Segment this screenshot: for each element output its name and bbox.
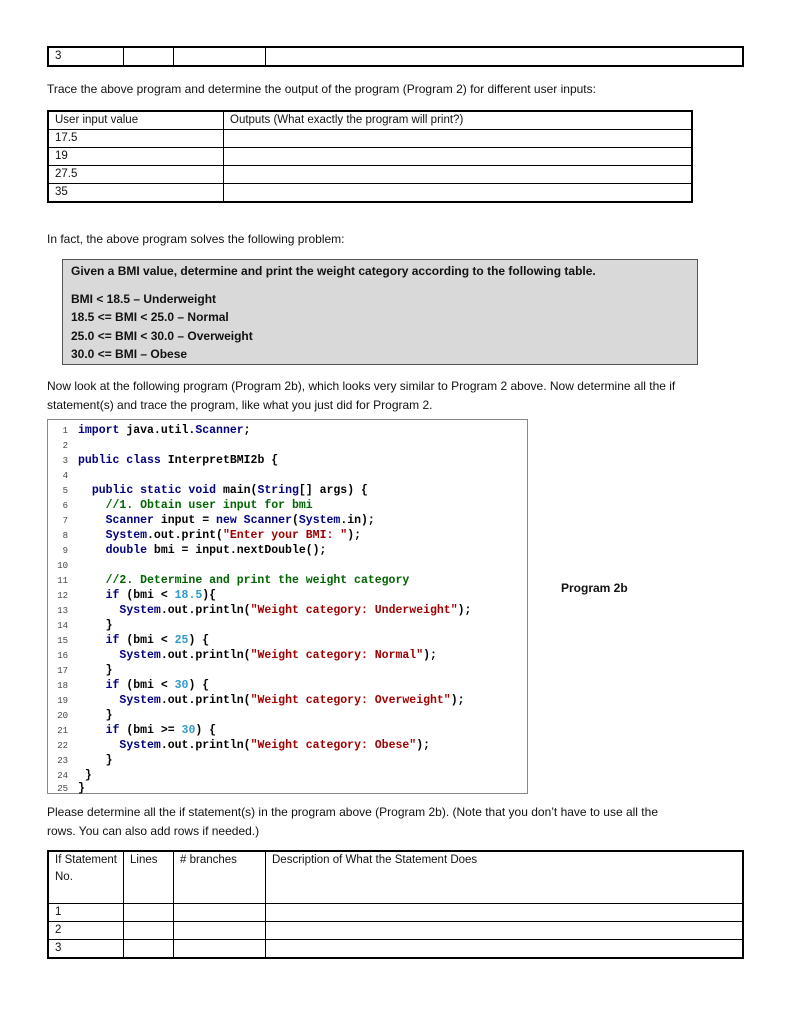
code-text: }: [105, 619, 113, 632]
code-text: bmi = input.nextDouble();: [147, 544, 327, 557]
code-text: main(: [216, 484, 258, 497]
table-cell[interactable]: [174, 921, 266, 939]
table-cell: 1: [48, 903, 124, 921]
type-name: Scanner: [105, 514, 154, 527]
problem-intro: In fact, the above program solves the following problem:: [47, 232, 345, 246]
table-cell[interactable]: [174, 939, 266, 958]
code-text: ) {: [188, 679, 210, 692]
number-literal: 25: [174, 634, 189, 647]
output-cell[interactable]: [224, 166, 693, 184]
code-text: }: [105, 754, 113, 767]
table-row: [48, 903, 743, 921]
trace-table: [47, 110, 693, 203]
determine-intro-line: Please determine all the if statement(s) in the program above (Program 2b). (Note that you don’t have to use all the: [47, 805, 658, 819]
program2b-intro-line: Now look at the following program (Program 2b), which looks very similar to Program 2 above. Now determine all the if: [47, 379, 676, 393]
bmi-rule: 25.0 <= BMI < 30.0 – Overweight: [71, 328, 253, 343]
code-text: [237, 514, 244, 527]
table-row: [48, 148, 692, 166]
code-text: (: [291, 514, 299, 527]
code-text: (bmi >=: [119, 724, 182, 737]
line-number: 24: [57, 771, 68, 781]
table-cell[interactable]: [124, 939, 174, 958]
table-cell[interactable]: [174, 47, 266, 66]
code-line-9: [48, 543, 326, 558]
code-text: );: [450, 694, 465, 707]
type-name: String: [257, 484, 299, 497]
number-literal: 30: [174, 679, 189, 692]
code-line-4: [48, 468, 78, 483]
code-text: .out.println(: [160, 694, 251, 707]
code-line-25: [48, 781, 85, 796]
code-line-23: [48, 753, 113, 768]
line-number: 14: [57, 621, 68, 631]
line-number: 8: [62, 531, 68, 541]
line-number: 13: [57, 606, 68, 616]
type-name: System: [298, 514, 341, 527]
type-name: Scanner: [243, 514, 292, 527]
code-comment: //1. Obtain user input for bmi: [105, 499, 313, 512]
code-line-20: [48, 708, 113, 723]
determine-intro: [47, 803, 747, 841]
code-line-7: [48, 513, 375, 528]
problem-title: Given a BMI value, determine and print the weight category according to the following table.: [71, 264, 596, 278]
code-text: .out.print(: [147, 529, 223, 542]
keyword: if: [105, 634, 120, 647]
keyword: public static void: [91, 484, 217, 497]
table-header-cell: If Statement No.: [48, 851, 124, 903]
code-text: (bmi <: [119, 634, 175, 647]
code-line-14: [48, 618, 113, 633]
string-literal: "Weight category: Normal": [250, 649, 424, 662]
code-text: [] args) {: [298, 484, 368, 497]
table-header-cell: Description of What the Statement Does: [266, 851, 744, 903]
line-number: 20: [57, 711, 68, 721]
code-text: java.util.: [119, 424, 196, 437]
type-name: System: [119, 649, 161, 662]
table-row: [48, 166, 692, 184]
code-line-10: [48, 558, 78, 573]
line-number: 15: [57, 636, 68, 646]
keyword: if: [105, 679, 120, 692]
keyword: new: [216, 514, 237, 527]
table-header-cell: Outputs (What exactly the program will print?): [224, 111, 693, 130]
code-text: ;: [243, 424, 251, 437]
program2b-intro: [47, 377, 747, 415]
line-number: 23: [57, 756, 68, 766]
number-literal: 18.5: [174, 589, 203, 602]
code-line-8: [48, 528, 361, 543]
code-line-17: [48, 663, 113, 678]
program-label: Program 2b: [561, 581, 628, 595]
problem-box: [62, 259, 698, 365]
table-cell: 17.5: [48, 130, 224, 148]
line-number: 22: [57, 741, 68, 751]
line-number: 4: [62, 471, 68, 481]
code-text: );: [416, 739, 431, 752]
type-name: System: [119, 604, 161, 617]
keyword: if: [105, 589, 120, 602]
type-name: System: [119, 694, 161, 707]
code-line-2: [48, 438, 78, 453]
line-number: 11: [57, 576, 68, 586]
table-header-cell: Lines: [124, 851, 174, 903]
table-cell[interactable]: [174, 903, 266, 921]
code-text: .out.println(: [160, 604, 251, 617]
line-number: 25: [57, 784, 68, 794]
table-header-row: [48, 851, 743, 903]
code-text: }: [84, 769, 92, 782]
line-number: 21: [57, 726, 68, 736]
line-number: 18: [57, 681, 68, 691]
code-text: );: [423, 649, 437, 662]
code-line-15: [48, 633, 209, 648]
if-statement-table: [47, 850, 744, 959]
type-name: System: [119, 739, 161, 752]
code-text: .in);: [340, 514, 375, 527]
line-number: 6: [62, 501, 68, 511]
bmi-rule: 30.0 <= BMI – Obese: [71, 347, 188, 361]
line-number: 7: [62, 516, 68, 526]
table-cell: 3: [48, 939, 124, 958]
table-row: [48, 921, 743, 939]
code-line-22: [48, 738, 430, 753]
bmi-rule: 18.5 <= BMI < 25.0 – Normal: [71, 310, 229, 324]
code-text: InterpretBMI2b {: [160, 454, 279, 467]
code-text: .out.println(: [160, 649, 251, 662]
bmi-rule: BMI < 18.5 – Underweight: [71, 291, 217, 306]
string-literal: "Enter your BMI: ": [222, 529, 348, 542]
table-cell[interactable]: [124, 903, 174, 921]
table-row: [48, 939, 743, 958]
string-literal: "Weight category: Underweight": [250, 604, 458, 617]
output-cell[interactable]: [224, 130, 693, 148]
table-cell[interactable]: [266, 939, 744, 958]
code-line-6: [48, 498, 313, 513]
line-number: 1: [62, 426, 68, 436]
table-cell[interactable]: [266, 903, 744, 921]
table-header-row: [48, 111, 692, 130]
table-row: [48, 184, 692, 203]
line-number: 5: [62, 486, 68, 496]
code-line-1: [48, 423, 251, 438]
line-number: 3: [62, 456, 68, 466]
code-line-13: [48, 603, 471, 618]
code-text: ) {: [195, 724, 217, 737]
table-cell: 35: [48, 184, 224, 203]
code-text: ) {: [188, 634, 210, 647]
program2b-intro-line: statement(s) and trace the program, like what you just did for Program 2.: [47, 398, 433, 412]
code-text: (bmi <: [119, 679, 175, 692]
code-text: ){: [202, 589, 217, 602]
code-line-16: [48, 648, 437, 663]
trace-intro: Trace the above program and determine the output of the program (Program 2) for different user inputs:: [47, 82, 596, 96]
code-text: .out.println(: [160, 739, 251, 752]
table-cell[interactable]: [266, 921, 744, 939]
keyword: double: [105, 544, 148, 557]
code-comment: //2. Determine and print the weight category: [105, 574, 410, 587]
table-cell[interactable]: [266, 47, 744, 66]
line-number: 12: [57, 591, 68, 601]
table-cell[interactable]: [124, 47, 174, 66]
type-name: System: [105, 529, 148, 542]
line-number: 19: [57, 696, 68, 706]
line-number: 9: [62, 546, 68, 556]
keyword: if: [105, 724, 120, 737]
code-line-12: [48, 588, 216, 603]
code-line-11: [48, 573, 409, 588]
table-row: [48, 130, 692, 148]
code-line-5: [48, 483, 368, 498]
keyword: public class: [78, 454, 161, 467]
table-header-cell: # branches: [174, 851, 266, 903]
determine-intro-line: rows. You can also add rows if needed.): [47, 824, 260, 838]
string-literal: "Weight category: Obese": [250, 739, 417, 752]
line-number: 16: [57, 651, 68, 661]
code-line-3: [48, 453, 278, 468]
code-text: );: [457, 604, 472, 617]
table-cell: 19: [48, 148, 224, 166]
code-text: );: [347, 529, 361, 542]
code-text: input =: [153, 514, 217, 527]
output-cell[interactable]: [224, 148, 693, 166]
number-literal: 30: [181, 724, 196, 737]
code-line-21: [48, 723, 216, 738]
output-cell[interactable]: [224, 184, 693, 203]
line-number: 17: [57, 666, 68, 676]
table-header-cell: User input value: [48, 111, 224, 130]
code-line-18: [48, 678, 209, 693]
line-number: 2: [62, 441, 68, 451]
top-table: [47, 46, 744, 67]
code-listing: [47, 419, 528, 794]
table-cell: 2: [48, 921, 124, 939]
code-line-19: [48, 693, 465, 708]
code-text: }: [105, 709, 113, 722]
table-cell: 27.5: [48, 166, 224, 184]
code-text: (bmi <: [119, 589, 175, 602]
table-cell[interactable]: [124, 921, 174, 939]
table-cell: 3: [48, 47, 124, 66]
keyword: import: [78, 424, 120, 437]
type-name: Scanner: [195, 424, 244, 437]
line-number: 10: [57, 561, 68, 571]
code-text: }: [105, 664, 113, 677]
code-text: }: [78, 782, 85, 795]
table-row: [48, 47, 743, 66]
string-literal: "Weight category: Overweight": [250, 694, 451, 707]
